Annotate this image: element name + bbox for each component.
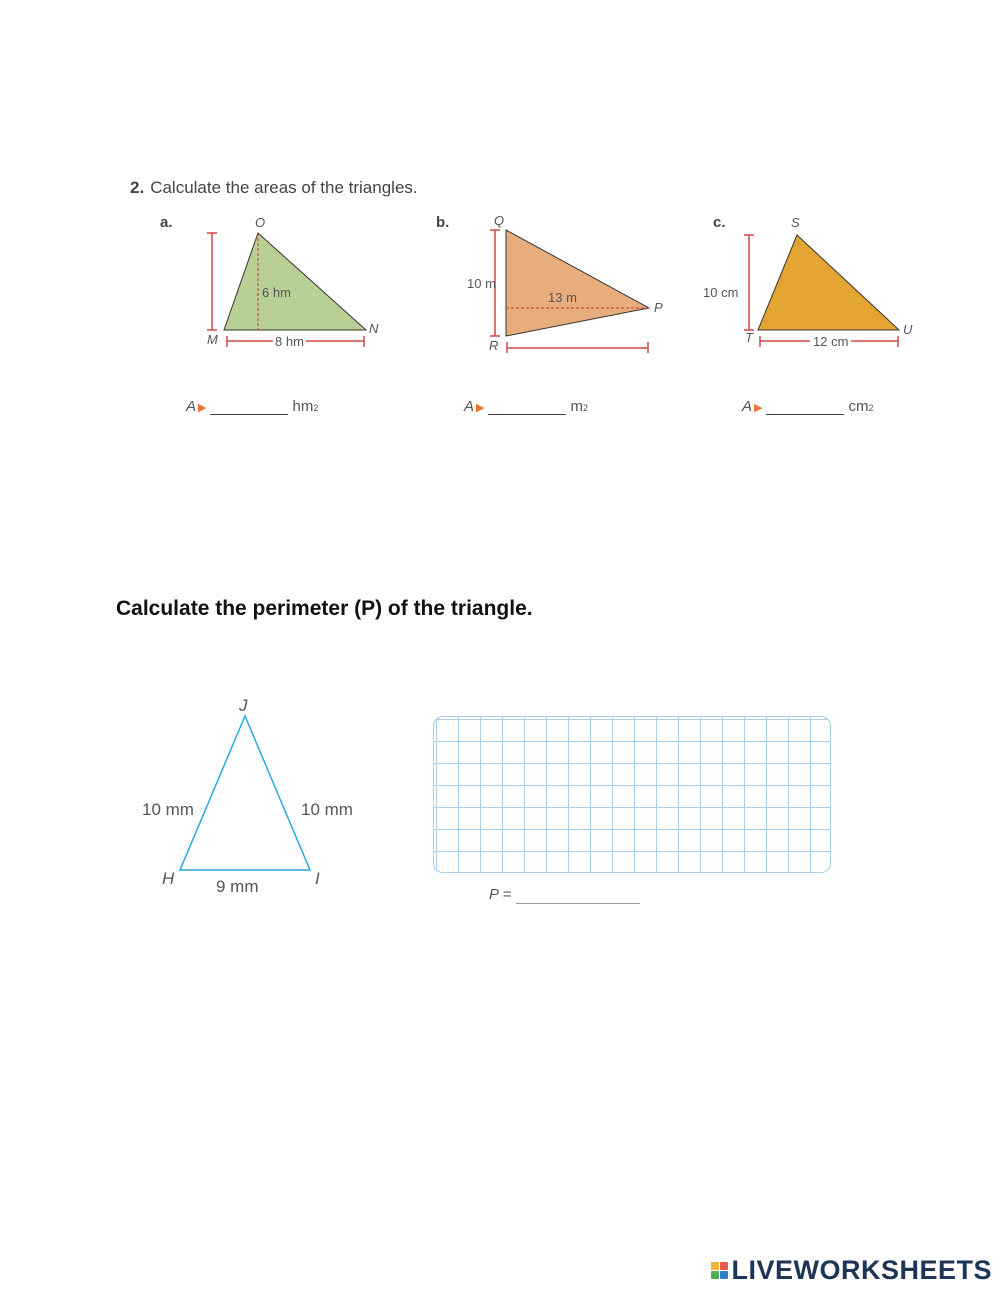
logo-text: LIVEWORKSHEETS xyxy=(731,1255,992,1285)
answer-row-c xyxy=(742,398,874,415)
height-b: 10 m xyxy=(467,276,496,291)
area-triangles-diagram xyxy=(0,0,1000,600)
area-exponent-c: 2 xyxy=(868,403,874,413)
vertex-i: I xyxy=(315,869,320,888)
area-answer-input-b[interactable] xyxy=(488,400,566,415)
perimeter-triangle xyxy=(0,680,420,910)
area-answer-input-c[interactable] xyxy=(766,400,844,415)
vertex-p: P xyxy=(654,300,663,315)
logo-square xyxy=(720,1271,728,1279)
vertex-r: R xyxy=(489,338,499,353)
vertex-n: N xyxy=(369,321,379,336)
vertex-t: T xyxy=(745,330,753,345)
part-a-label: a. xyxy=(160,214,173,231)
area-exponent-a: 2 xyxy=(313,403,319,413)
liveworksheets-logo xyxy=(711,1255,992,1286)
height-c: 10 cm xyxy=(703,285,739,300)
area-unit-c: cm xyxy=(848,398,869,415)
part-b-label: b. xyxy=(436,214,450,231)
logo-square xyxy=(711,1262,719,1270)
part-c-label: c. xyxy=(713,214,726,231)
logo-square xyxy=(720,1262,728,1270)
base-b: 13 m xyxy=(548,290,577,305)
area-answer-input-a[interactable] xyxy=(210,400,288,415)
perimeter-answer-label: P = xyxy=(489,886,512,903)
play-arrow-icon: ▶ xyxy=(198,402,207,414)
area-exponent-b: 2 xyxy=(582,403,588,413)
vertex-s: S xyxy=(791,215,800,230)
area-symbol-c: A xyxy=(742,398,753,415)
vertex-u: U xyxy=(903,322,913,337)
play-arrow-icon: ▶ xyxy=(476,402,485,414)
triangle-c xyxy=(744,235,899,347)
exercise-number: 2. xyxy=(130,178,145,197)
base-c: 12 cm xyxy=(810,334,851,349)
side-right-length: 10 mm xyxy=(301,800,353,819)
logo-square xyxy=(711,1271,719,1279)
area-symbol-b: A xyxy=(464,398,475,415)
perimeter-answer-input[interactable] xyxy=(516,887,640,904)
side-base-length: 9 mm xyxy=(216,877,259,896)
play-arrow-icon: ▶ xyxy=(754,402,763,414)
answer-row-a xyxy=(186,398,318,415)
area-unit-a: hm xyxy=(292,398,314,415)
vertex-q: Q xyxy=(494,213,505,228)
area-symbol-a: A xyxy=(186,398,197,415)
work-grid[interactable] xyxy=(433,716,831,873)
perimeter-answer-row xyxy=(489,886,640,904)
vertex-h: H xyxy=(162,869,175,888)
answer-row-b xyxy=(464,398,588,415)
area-unit-b: m xyxy=(570,398,583,415)
base-a: 8 hm xyxy=(275,334,304,349)
vertex-o: O xyxy=(255,215,266,230)
vertex-j: J xyxy=(239,696,248,715)
exercise-instruction: Calculate the areas of the triangles. xyxy=(150,178,418,197)
side-left-length: 10 mm xyxy=(142,800,194,819)
logo-mark-icon xyxy=(711,1262,728,1279)
perimeter-heading: Calculate the perimeter (P) of the triangle. xyxy=(116,597,533,620)
vertex-m: M xyxy=(207,332,218,347)
height-a: 6 hm xyxy=(262,285,291,300)
